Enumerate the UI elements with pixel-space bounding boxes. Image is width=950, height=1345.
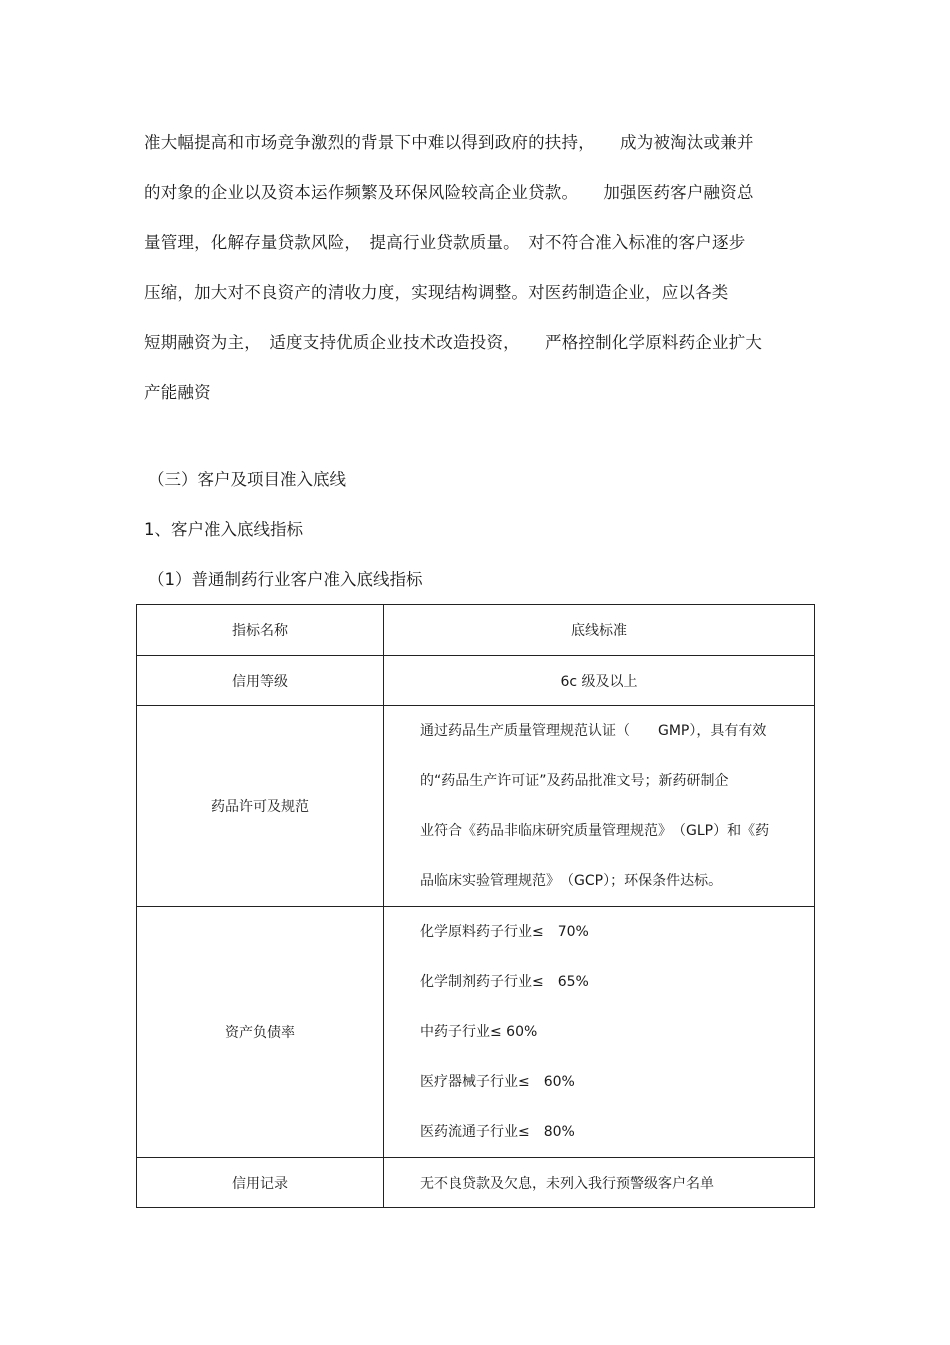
indicator-name-cell: 信用记录 (137, 1158, 384, 1208)
standard-cell: 无不良贷款及欠息，未列入我行预警级客户名单 (384, 1158, 815, 1208)
paragraph-line: 压缩，加大对不良资产的清收力度，实现结构调整。对医药制造企业，应以各类 (144, 283, 729, 302)
standard-cell: 6c 级及以上 (384, 656, 815, 706)
section-heading: （三）客户及项目准入底线 (148, 470, 346, 489)
paragraph-line: 准大幅提高和市场竞争激烈的背景下中难以得到政府的扶持， 成为被淘汰或兼并 (144, 133, 754, 152)
paragraph-line: 的对象的企业以及资本运作频繁及环保风险较高企业贷款。 加强医药客户融资总 (144, 183, 754, 202)
body-paragraph (144, 128, 809, 428)
standard-line: 业符合《药品非临床研究质量管理规范》 （GLP）和《药 (420, 823, 770, 839)
standard-cell (384, 706, 815, 907)
indicator-name-cell: 信用等级 (137, 656, 384, 706)
table-header-row (137, 605, 815, 656)
standard-line: 品临床实验管理规范》 （GCP）；环保条件达标。 (420, 873, 723, 889)
standard-line: 化学制剂药子行业≤ 65% (420, 974, 589, 990)
standard-line: 医疗器械子行业≤ 60% (420, 1074, 575, 1090)
paragraph-line: 量管理，化解存量贷款风险， 提高行业贷款质量。 对不符合准入标准的客户逐步 (144, 233, 746, 252)
subsection-heading: 1、客户准入底线指标 (144, 520, 303, 539)
table-row (137, 1158, 815, 1208)
indicator-name-cell: 资产负债率 (137, 907, 384, 1158)
header-baseline-standard: 底线标准 (384, 605, 815, 656)
standard-cell (384, 907, 815, 1158)
indicator-name-cell: 药品许可及规范 (137, 706, 384, 907)
table-row (137, 907, 815, 1158)
table-row (137, 706, 815, 907)
standard-line: 的“药品生产许可证”及药品批准文号；新药研制企 (420, 773, 729, 789)
paragraph-line: 短期融资为主， 适度支持优质企业技术改造投资， 严格控制化学原料药企业扩大 (144, 333, 763, 352)
standard-line: 通过药品生产质量管理规范认证（ GMP），具有有效 (420, 723, 767, 739)
standard-line: 中药子行业≤ 60% (420, 1024, 538, 1040)
table-row (137, 656, 815, 706)
standard-line: 医药流通子行业≤ 80% (420, 1124, 575, 1140)
table-caption: （1）普通制药行业客户准入底线指标 (148, 570, 423, 589)
standard-line: 化学原料药子行业≤ 70% (420, 924, 589, 940)
criteria-table (136, 604, 815, 1208)
header-indicator-name: 指标名称 (137, 605, 384, 656)
paragraph-line: 产能融资 (144, 383, 211, 402)
